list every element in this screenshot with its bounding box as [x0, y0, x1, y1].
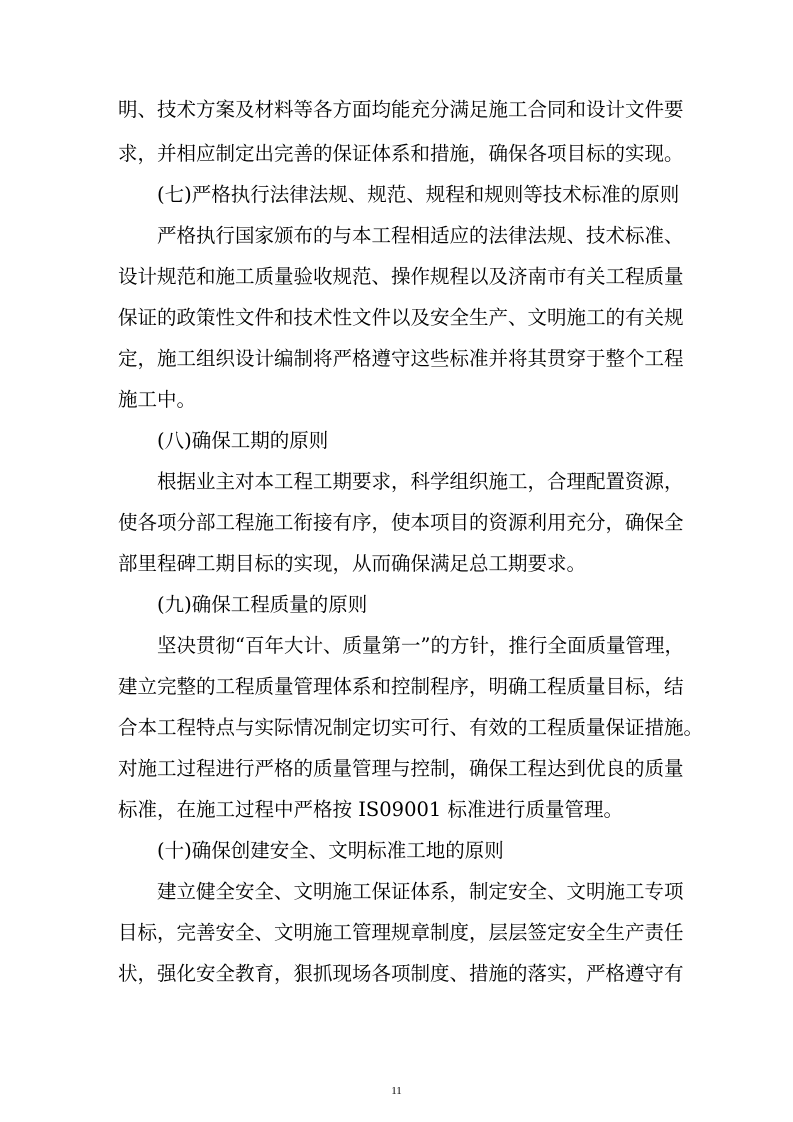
text-line: 设计规范和施工质量验收规范、操作规程以及济南市有关工程质量	[118, 265, 684, 288]
section-heading-9: (九)确保工程质量的原则	[157, 593, 368, 616]
text-line: 坚决贯彻“百年大计、质量第一”的方针，推行全面质量管理，	[157, 634, 684, 657]
text-line: 定，施工组织设计编制将严格遵守这些标准并将其贯穿于整个工程	[118, 347, 684, 370]
text-line: 目标，完善安全、文明施工管理规章制度，层层签定安全生产责任	[118, 921, 684, 944]
text-line: 明、技术方案及材料等各方面均能充分满足施工合同和设计文件要	[118, 98, 684, 121]
text-line: 使各项分部工程施工衔接有序，使本项目的资源利用充分，确保全	[118, 511, 684, 534]
text-line: 状，强化安全教育，狠抓现场各项制度、措施的落实，严格遵守有	[118, 962, 684, 985]
text-line: 保证的政策性文件和技术性文件以及安全生产、文明施工的有关规	[118, 306, 684, 329]
text-line: 建立健全安全、文明施工保证体系，制定安全、文明施工专项	[157, 880, 684, 903]
section-heading-8: (八)确保工期的原则	[157, 429, 329, 452]
text-line: 建立完整的工程质量管理体系和控制程序，明确工程质量目标，结	[118, 675, 684, 698]
text-line: 标准，在施工过程中严格按 IS09001 标准进行质量管理。	[118, 798, 623, 821]
section-heading-10: (十)确保创建安全、文明标准工地的原则	[157, 839, 504, 862]
page-number: 11	[391, 1085, 402, 1097]
text-line: 部里程碑工期目标的实现，从而确保满足总工期要求。	[118, 552, 587, 575]
section-heading-7: (七)严格执行法律法规、规范、规程和规则等技术标准的原则	[157, 183, 680, 206]
text-line: 严格执行国家颁布的与本工程相适应的法律法规、技术标准、	[157, 224, 684, 247]
text-line: 求，并相应制定出完善的保证体系和措施，确保各项目标的实现。	[118, 142, 684, 165]
text-line: 根据业主对本工程工期要求，科学组织施工，合理配置资源，	[157, 470, 684, 493]
text-line: 施工中。	[118, 388, 197, 411]
text-line: 合本工程特点与实际情况制定切实可行、有效的工程质量保证措施。	[118, 716, 704, 739]
text-line: 对施工过程进行严格的质量管理与控制，确保工程达到优良的质量	[118, 757, 684, 780]
